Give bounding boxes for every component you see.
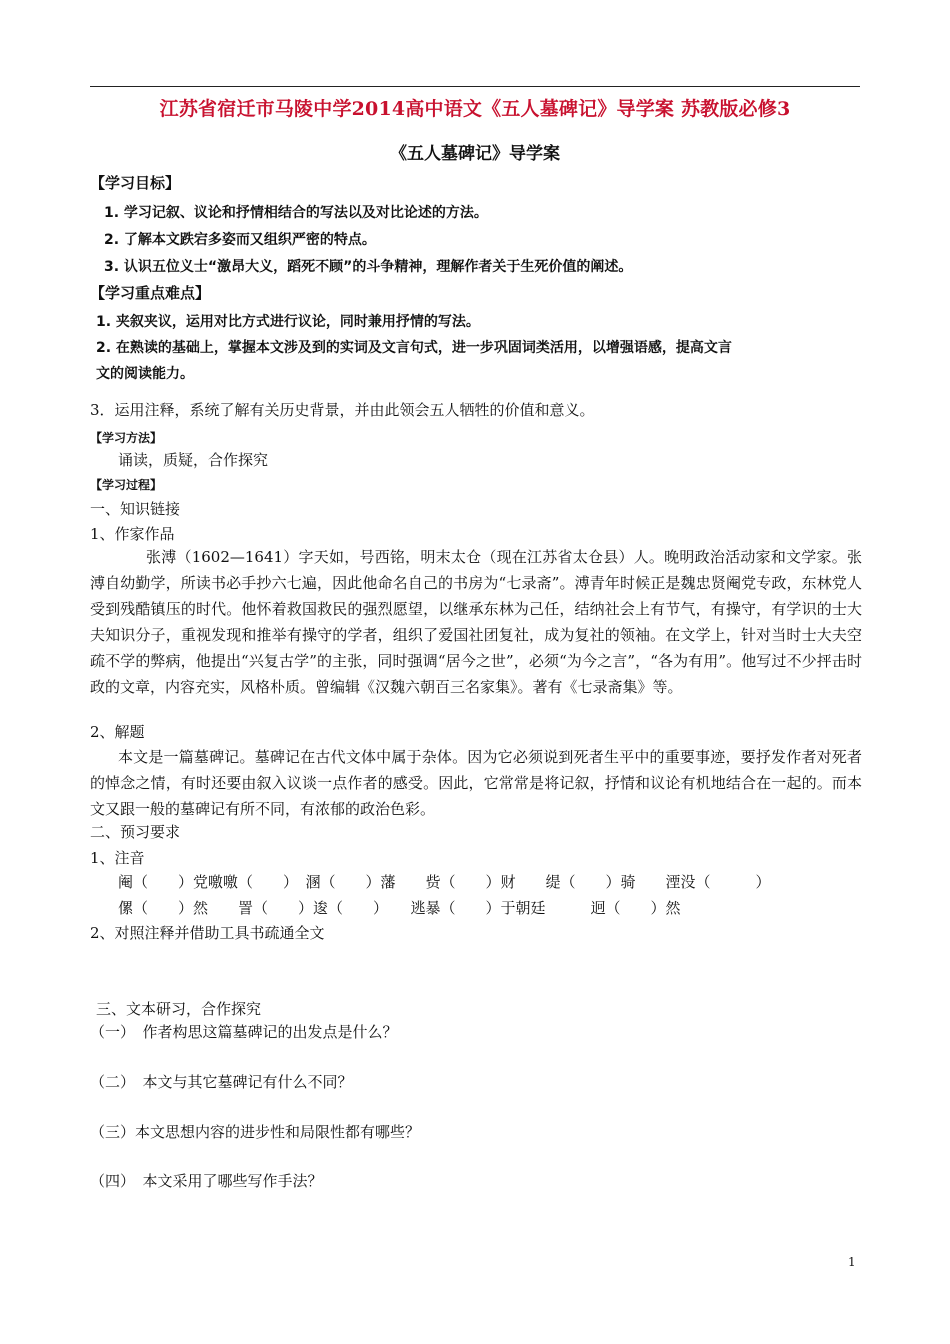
- method-heading: 【学习方法】: [90, 431, 163, 445]
- process-heading: 【学习过程】: [90, 478, 163, 492]
- key-point-item: 1. 夹叙夹议，运用对比方式进行议论，同时兼用抒情的写法。: [96, 314, 480, 330]
- subsection-heading: 2、解题: [90, 723, 145, 741]
- page-number: 1: [848, 1255, 856, 1269]
- goal-item: 1. 学习记叙、议论和抒情相结合的写法以及对比论述的方法。: [104, 205, 488, 221]
- author-paragraph: 张溥（1602—1641）字天如，号西铭，明末太仓（现在江苏省太仓县）人。晚明政治活动家和文学家。张溥自幼勤学，所读书必手抄六七遍，因此他命名自己的书房为“七录斋”。溥青年时候正是魏忠贤阉党专政，东林党人受到残酷镇压的时代。他怀着救国救民的强烈愿望，以继承东林为己任，结纳社会上有节气，有操守，有学识的士大夫知识分子，重视发现和推举有操守的学者，组织了爱国社团复社，成为复社的领袖。在文学上，针对当时士大夫空疏不学的弊病，他提出“兴复古学”的主张，同时强调“居今之世”，必须“为今之言”，“各为有用”。他写过不少抨击时政的文章，内容充实，风格朴质。曾编辑《汉魏六朝百三名家集》。著有《七录斋集》等。: [90, 548, 862, 696]
- subsection-heading: 1、注音: [90, 849, 145, 867]
- question-item: （四） 本文采用了哪些写作手法？: [90, 1172, 323, 1190]
- key-point-item: 2. 在熟读的基础上，掌握本文涉及到的实词及文言句式，进一步巩固词类活用，以增强语感，提高文言: [96, 340, 732, 356]
- method-text: 诵读，质疑，合作探究: [118, 451, 269, 469]
- question-item: （二） 本文与其它墓碑记有什么不同？: [90, 1073, 353, 1091]
- question-item: （一） 作者构思这篇墓碑记的出发点是什么？: [90, 1023, 398, 1041]
- key-points-heading: 【学习重点难点】: [90, 284, 211, 302]
- goals-heading: 【学习目标】: [90, 174, 181, 192]
- header-rule: [90, 86, 860, 87]
- goal-item: 2. 了解本文跌宕多姿而又组织严密的特点。: [104, 232, 376, 248]
- section-heading: 三、文本研习，合作探究: [96, 1000, 262, 1018]
- section-heading: 一、知识链接: [90, 500, 181, 518]
- key-point-item-continued: 文的阅读能力。: [96, 366, 194, 382]
- question-item: （三）本文思想内容的进步性和局限性都有哪些？: [90, 1123, 421, 1141]
- document-title: 江苏省宿迁市马陵中学2014高中语文《五人墓碑记》导学案 苏教版必修3: [159, 98, 791, 120]
- intro-paragraph: 本文是一篇墓碑记。墓碑记在古代文体中属于杂体。因为它必须说到死者生平中的重要事迹，要抒发作者对死者的悼念之情，有时还要由叙入议谈一点作者的感受。因此，它常常是将记叙，抒情和议论有机地结合在一起的。而本文又跟一般的墓碑记有所不同，有浓郁的政治色彩。: [90, 748, 862, 818]
- pinyin-exercise-row: 傫（ ）然 詈（ ）逡（ ） 逃暴（ ）于朝廷 迥（ ）然: [118, 899, 681, 917]
- page-title: 《五人墓碑记》导学案: [390, 144, 560, 164]
- subsection-heading: 1、作家作品: [90, 525, 175, 543]
- pinyin-exercise-row: 阉（ ）党噭噭（ ） 溷（ ）藩 赀（ ）财 缇（ ）骑 湮没（ ）: [118, 873, 771, 891]
- key-point-item: 3．运用注释，系统了解有关历史背景，并由此领会五人牺牲的价值和意义。: [90, 401, 595, 419]
- goal-item: 3. 认识五位义士“激昂大义，蹈死不顾”的斗争精神，理解作者关于生死价值的阐述。: [104, 259, 633, 275]
- section-heading: 二、预习要求: [90, 823, 181, 841]
- subsection-heading: 2、对照注释并借助工具书疏通全文: [90, 924, 325, 942]
